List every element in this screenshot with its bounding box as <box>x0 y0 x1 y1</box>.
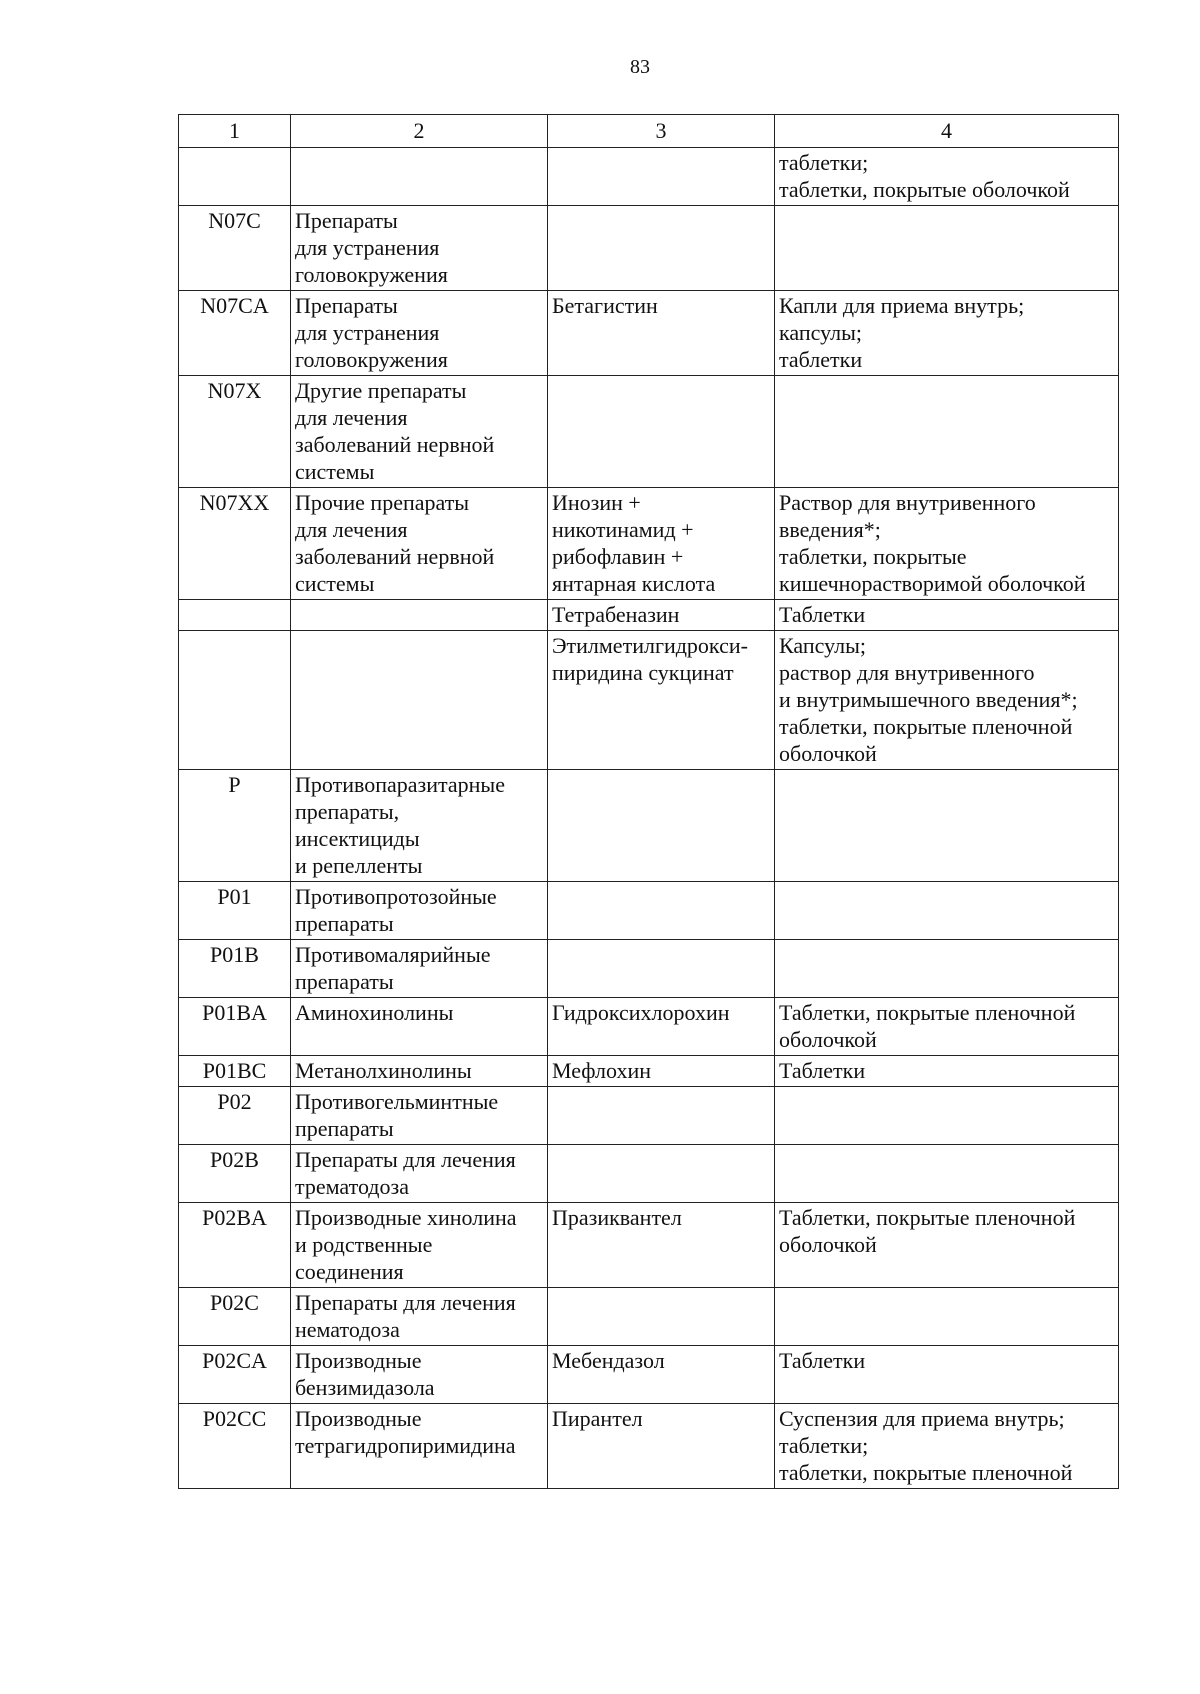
atc-code-cell: P01 <box>179 882 291 940</box>
cell-line: Препараты для лечения <box>295 1290 516 1315</box>
cell-line: и внутримышечного введения*; <box>779 687 1078 712</box>
atc-code-cell: P02CA <box>179 1346 291 1404</box>
table-row <box>179 998 1119 1056</box>
dosage-form-cell <box>775 1346 1119 1404</box>
group-name-cell <box>291 206 548 291</box>
atc-code-cell: N07CA <box>179 291 291 376</box>
group-name-cell <box>291 998 548 1056</box>
dosage-form-cell <box>775 376 1119 488</box>
cell-line: Тетрабеназин <box>552 602 680 627</box>
cell-line: для лечения <box>295 517 408 542</box>
table-body <box>179 148 1119 1489</box>
group-name-cell <box>291 488 548 600</box>
cell-line: Таблетки, покрытые пленочной <box>779 1000 1076 1025</box>
dosage-form-cell <box>775 488 1119 600</box>
group-name-cell <box>291 148 548 206</box>
atc-code-cell: P02C <box>179 1288 291 1346</box>
group-name-cell <box>291 1203 548 1288</box>
cell-line: для устранения <box>295 235 440 260</box>
cell-line: таблетки, покрытые пленочной <box>779 1460 1073 1485</box>
cell-line: Гидроксихлорохин <box>552 1000 730 1025</box>
cell-line: оболочкой <box>779 1232 877 1257</box>
cell-line: Аминохинолины <box>295 1000 454 1025</box>
cell-line: головокружения <box>295 347 448 372</box>
atc-code-cell: P01BC <box>179 1056 291 1087</box>
cell-line: таблетки; <box>779 150 869 175</box>
dosage-form-cell <box>775 1145 1119 1203</box>
substance-cell <box>548 1087 775 1145</box>
atc-code-cell <box>179 600 291 631</box>
cell-line: Препараты <box>295 208 398 233</box>
dosage-form-cell <box>775 148 1119 206</box>
dosage-form-cell <box>775 1056 1119 1087</box>
cell-line: нематодоза <box>295 1317 400 1342</box>
table-row <box>179 882 1119 940</box>
substance-cell <box>548 600 775 631</box>
atc-code-cell: P <box>179 770 291 882</box>
dosage-form-cell <box>775 631 1119 770</box>
cell-line: препараты <box>295 969 394 994</box>
cell-line: для устранения <box>295 320 440 345</box>
group-name-cell <box>291 1087 548 1145</box>
substance-cell <box>548 1056 775 1087</box>
cell-line: Инозин + <box>552 490 641 515</box>
group-name-cell <box>291 1346 548 1404</box>
column-header-1: 1 <box>179 115 291 148</box>
cell-line: Таблетки <box>779 602 866 627</box>
cell-line: кишечнорастворимой оболочкой <box>779 571 1086 596</box>
cell-line: рибофлавин + <box>552 544 684 569</box>
atc-code-cell: P01B <box>179 940 291 998</box>
substance-cell <box>548 291 775 376</box>
cell-line: никотинамид + <box>552 517 694 542</box>
table-row <box>179 1346 1119 1404</box>
cell-line: таблетки; <box>779 1433 869 1458</box>
group-name-cell <box>291 631 548 770</box>
cell-line: таблетки, покрытые <box>779 544 967 569</box>
dosage-form-cell <box>775 600 1119 631</box>
dosage-form-cell <box>775 940 1119 998</box>
dosage-form-cell <box>775 882 1119 940</box>
cell-line: Производные хинолина <box>295 1205 517 1230</box>
cell-line: и родственные <box>295 1232 433 1257</box>
dosage-form-cell <box>775 1288 1119 1346</box>
cell-line: оболочкой <box>779 1027 877 1052</box>
cell-line: Другие препараты <box>295 378 467 403</box>
table-row <box>179 1087 1119 1145</box>
substance-cell <box>548 376 775 488</box>
atc-code-cell: N07C <box>179 206 291 291</box>
cell-line: Суспензия для приема внутрь; <box>779 1406 1065 1431</box>
cell-line: Бетагистин <box>552 293 658 318</box>
group-name-cell <box>291 600 548 631</box>
group-name-cell <box>291 1145 548 1203</box>
group-name-cell <box>291 770 548 882</box>
column-header-4: 4 <box>775 115 1119 148</box>
cell-line: для лечения <box>295 405 408 430</box>
cell-line: головокружения <box>295 262 448 287</box>
substance-cell <box>548 1346 775 1404</box>
group-name-cell <box>291 882 548 940</box>
cell-line: таблетки, покрытые пленочной <box>779 714 1073 739</box>
cell-line: Прочие препараты <box>295 490 470 515</box>
cell-line: Празиквантел <box>552 1205 682 1230</box>
table-row <box>179 488 1119 600</box>
substance-cell <box>548 998 775 1056</box>
table-row <box>179 291 1119 376</box>
dosage-form-cell <box>775 770 1119 882</box>
cell-line: трематодоза <box>295 1174 409 1199</box>
dosage-form-cell <box>775 1203 1119 1288</box>
cell-line: Таблетки <box>779 1348 866 1373</box>
cell-line: Таблетки <box>779 1058 866 1083</box>
atc-code-cell: N07XX <box>179 488 291 600</box>
medication-table <box>178 114 1119 1489</box>
table-row <box>179 1145 1119 1203</box>
atc-code-cell <box>179 148 291 206</box>
cell-line: тетрагидропиримидина <box>295 1433 516 1458</box>
cell-line: Производные <box>295 1406 422 1431</box>
cell-line: Капли для приема внутрь; <box>779 293 1025 318</box>
page-number: 83 <box>630 56 650 78</box>
cell-line: системы <box>295 459 375 484</box>
cell-line: и репелленты <box>295 853 423 878</box>
group-name-cell <box>291 1404 548 1489</box>
table-row <box>179 1404 1119 1489</box>
dosage-form-cell <box>775 1087 1119 1145</box>
cell-line: Пирантел <box>552 1406 643 1431</box>
cell-line: Противомалярийные <box>295 942 491 967</box>
substance-cell <box>548 1288 775 1346</box>
cell-line: Препараты для лечения <box>295 1147 516 1172</box>
atc-code-cell: P02BA <box>179 1203 291 1288</box>
atc-code-cell <box>179 631 291 770</box>
substance-cell <box>548 770 775 882</box>
substance-cell <box>548 1203 775 1288</box>
group-name-cell <box>291 376 548 488</box>
group-name-cell <box>291 940 548 998</box>
table-row <box>179 1288 1119 1346</box>
table-row <box>179 770 1119 882</box>
group-name-cell <box>291 1056 548 1087</box>
cell-line: Производные <box>295 1348 422 1373</box>
column-header-2: 2 <box>291 115 548 148</box>
substance-cell <box>548 940 775 998</box>
cell-line: препараты <box>295 911 394 936</box>
cell-line: раствор для внутривенного <box>779 660 1035 685</box>
table-row <box>179 1203 1119 1288</box>
column-header-3: 3 <box>548 115 775 148</box>
substance-cell <box>548 1404 775 1489</box>
dosage-form-cell <box>775 206 1119 291</box>
cell-line: Мефлохин <box>552 1058 651 1083</box>
cell-line: системы <box>295 571 375 596</box>
substance-cell <box>548 882 775 940</box>
table-row <box>179 1056 1119 1087</box>
table-row <box>179 631 1119 770</box>
atc-code-cell: N07X <box>179 376 291 488</box>
cell-line: пиридина сукцинат <box>552 660 734 685</box>
cell-line: Противогельминтные <box>295 1089 499 1114</box>
cell-line: Таблетки, покрытые пленочной <box>779 1205 1076 1230</box>
cell-line: препараты, <box>295 799 400 824</box>
table-row <box>179 206 1119 291</box>
cell-line: соединения <box>295 1259 404 1284</box>
cell-line: Капсулы; <box>779 633 867 658</box>
cell-line: бензимидазола <box>295 1375 435 1400</box>
cell-line: Мебендазол <box>552 1348 665 1373</box>
table-row <box>179 940 1119 998</box>
cell-line: Противопаразитарные <box>295 772 505 797</box>
cell-line: капсулы; <box>779 320 862 345</box>
dosage-form-cell <box>775 998 1119 1056</box>
cell-line: оболочкой <box>779 741 877 766</box>
table-row <box>179 148 1119 206</box>
table-header-row <box>179 115 1119 148</box>
dosage-form-cell <box>775 1404 1119 1489</box>
cell-line: таблетки, покрытые оболочкой <box>779 177 1070 202</box>
cell-line: Метанолхинолины <box>295 1058 472 1083</box>
cell-line: инсектициды <box>295 826 420 851</box>
substance-cell <box>548 631 775 770</box>
cell-line: Этилметилгидрокси- <box>552 633 748 658</box>
substance-cell <box>548 206 775 291</box>
cell-line: препараты <box>295 1116 394 1141</box>
cell-line: заболеваний нервной <box>295 544 495 569</box>
cell-line: Противопротозойные <box>295 884 497 909</box>
atc-code-cell: P01BA <box>179 998 291 1056</box>
atc-code-cell: P02CC <box>179 1404 291 1489</box>
substance-cell <box>548 148 775 206</box>
cell-line: янтарная кислота <box>552 571 716 596</box>
atc-code-cell: P02B <box>179 1145 291 1203</box>
group-name-cell <box>291 1288 548 1346</box>
substance-cell <box>548 488 775 600</box>
cell-line: введения*; <box>779 517 881 542</box>
cell-line: заболеваний нервной <box>295 432 495 457</box>
cell-line: Препараты <box>295 293 398 318</box>
substance-cell <box>548 1145 775 1203</box>
atc-code-cell: P02 <box>179 1087 291 1145</box>
table-row <box>179 600 1119 631</box>
group-name-cell <box>291 291 548 376</box>
cell-line: таблетки <box>779 347 863 372</box>
table-row <box>179 376 1119 488</box>
dosage-form-cell <box>775 291 1119 376</box>
cell-line: Раствор для внутривенного <box>779 490 1036 515</box>
